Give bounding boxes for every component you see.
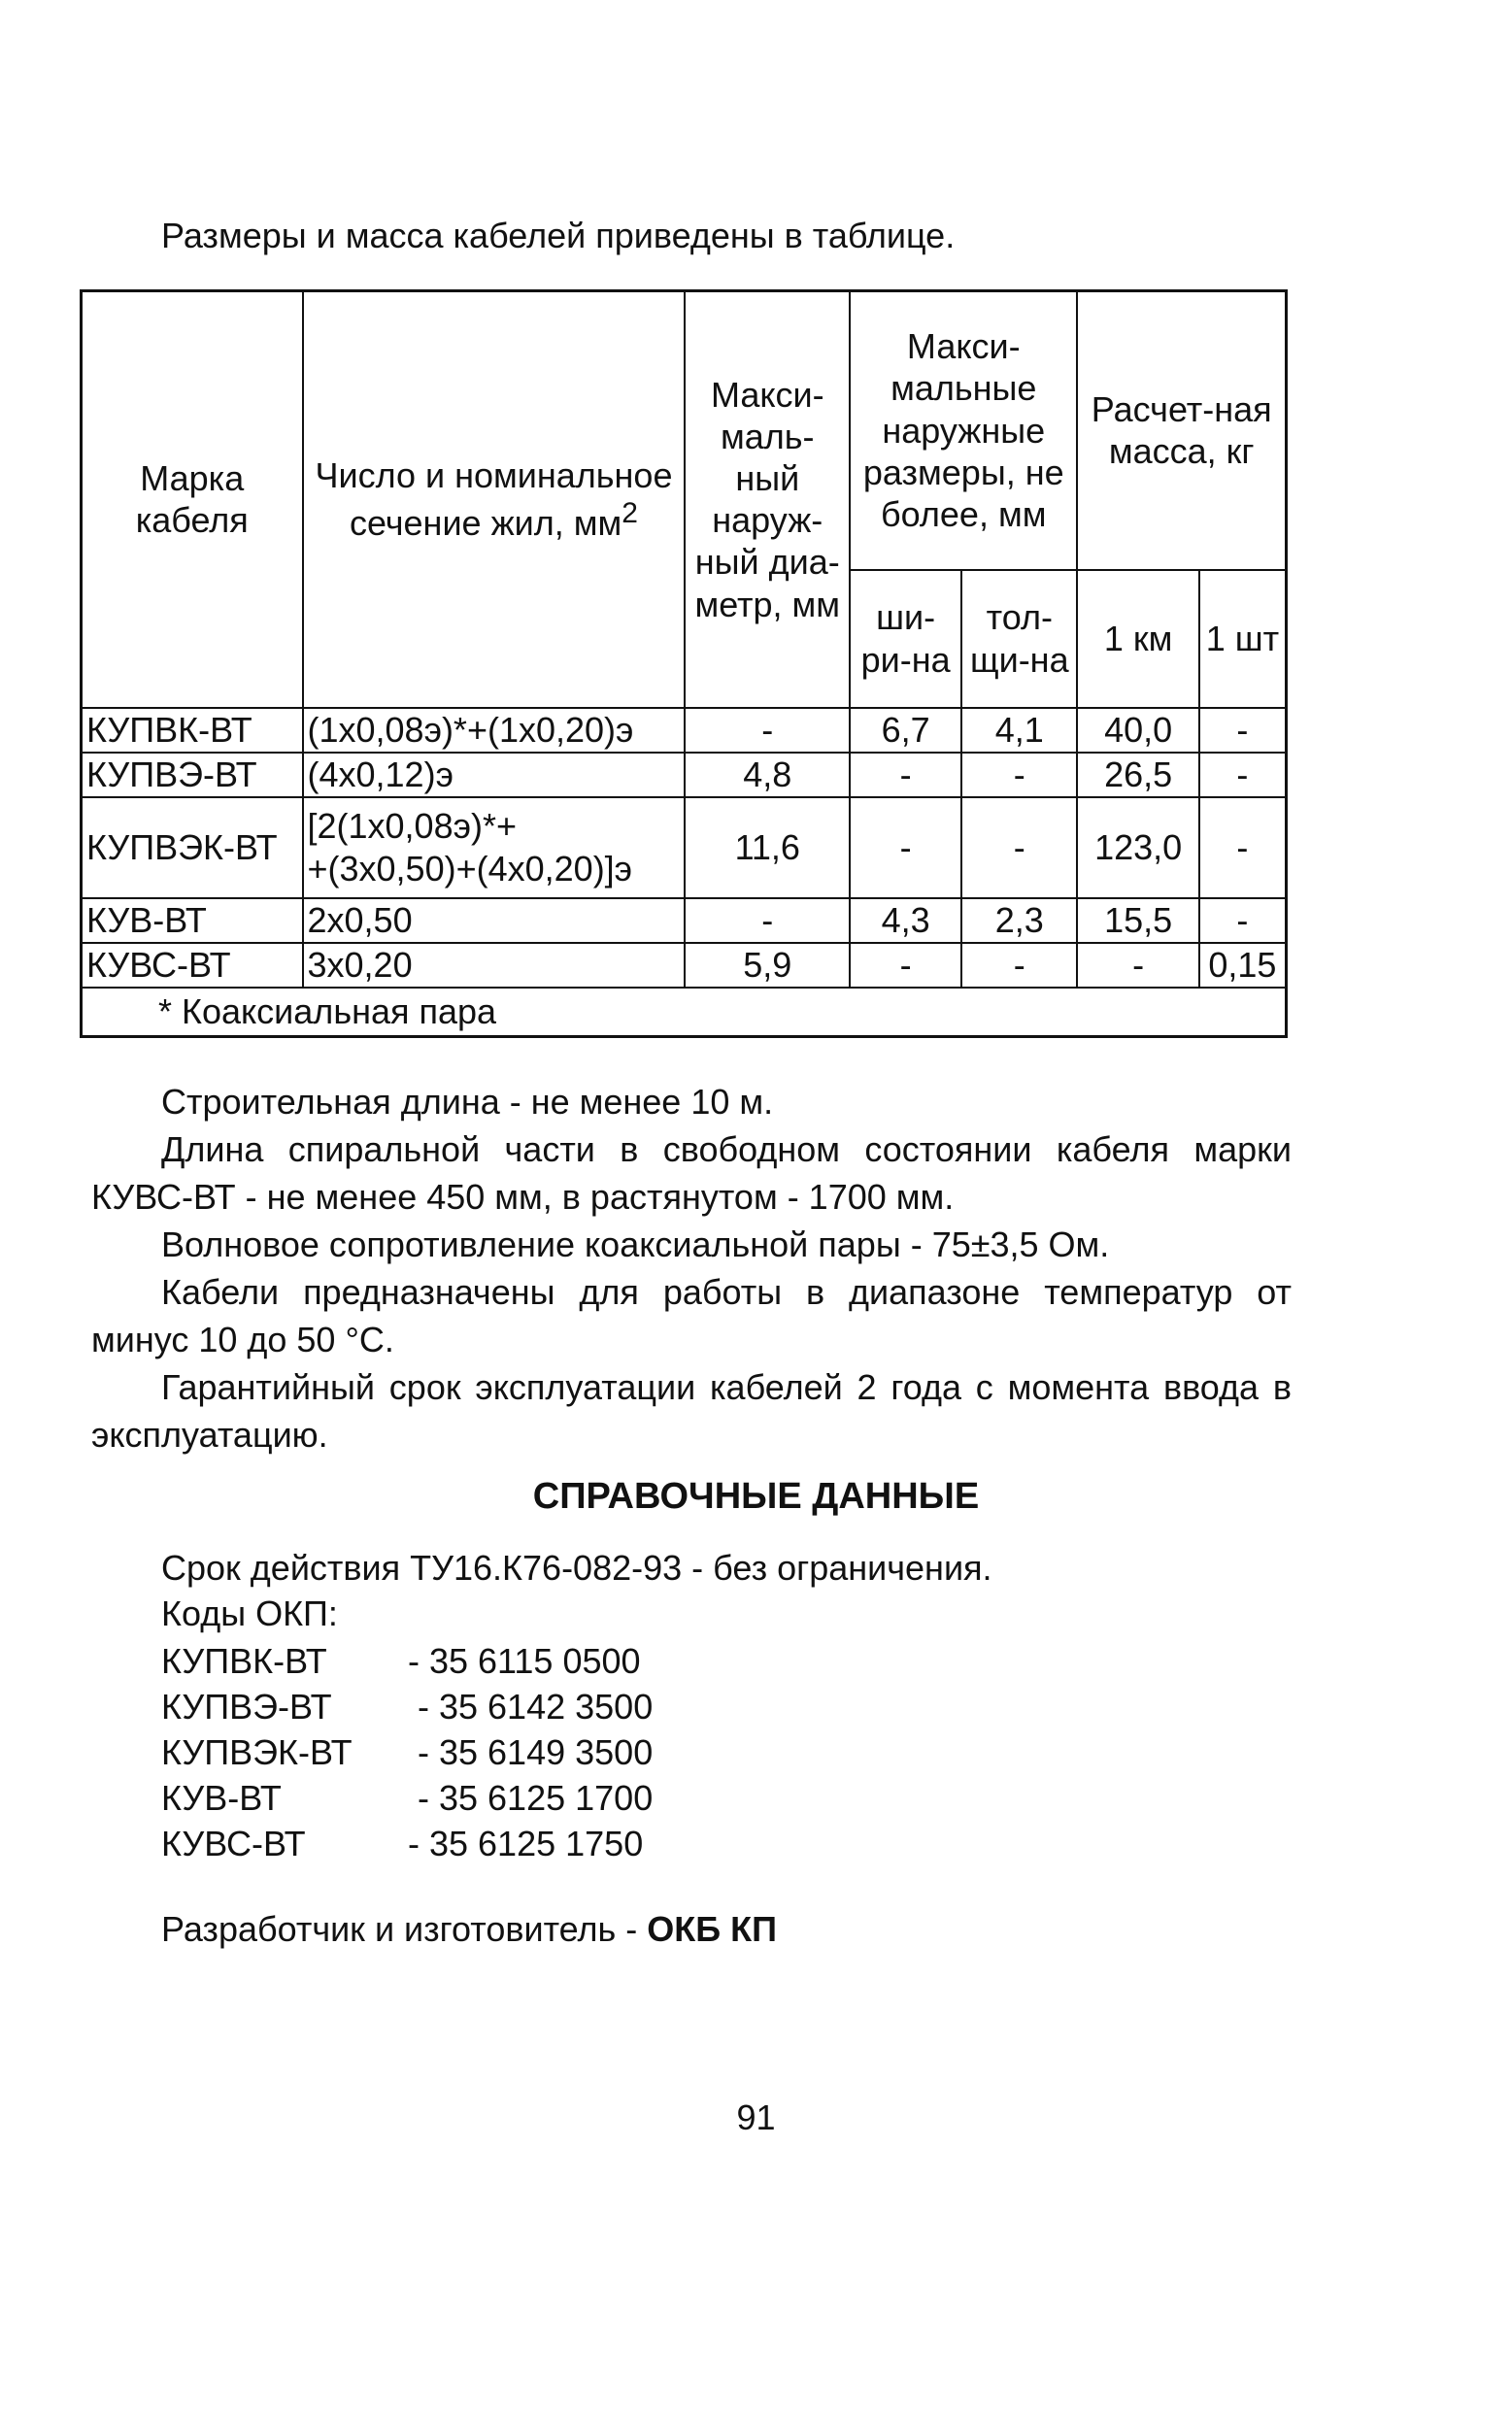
cell-mass-km: 26,5 — [1077, 753, 1198, 797]
paragraph-text: Волновое сопротивление коаксиальной пары - 75±3,5 Ом. — [161, 1224, 1110, 1264]
cell-brand: КУВС-ВТ — [82, 943, 303, 988]
cell-cores: (4х0,12)э — [303, 753, 686, 797]
cell-mass-km: 40,0 — [1077, 708, 1198, 753]
cell-brand: КУПВК-ВТ — [82, 708, 303, 753]
cell-mass-pc: 0,15 — [1199, 943, 1287, 988]
table-row — [82, 797, 1287, 898]
intro-text: Размеры и масса кабелей приведены в таблице. — [161, 216, 956, 255]
cell-thickness: 4,1 — [961, 708, 1077, 753]
header-cores — [303, 291, 686, 708]
cell-thickness: - — [961, 797, 1077, 898]
okp-brand: КУПВЭК-ВТ — [161, 1732, 353, 1772]
table-row — [82, 898, 1287, 943]
okp-code: - 35 6142 3500 — [418, 1687, 654, 1727]
validity-text: Срок действия ТУ16.К76-082-93 - без ограничения. — [161, 1548, 992, 1588]
table-row — [82, 753, 1287, 797]
cell-mass-km: 15,5 — [1077, 898, 1198, 943]
cable-table — [80, 289, 1288, 1038]
table-footnote: * Коаксиальная пара — [82, 988, 1287, 1037]
table-row — [82, 943, 1287, 988]
okp-brand: КУВ-ВТ — [161, 1778, 282, 1818]
paragraph-impedance — [91, 1221, 1292, 1268]
okp-brand: КУВС-ВТ — [161, 1824, 306, 1863]
header-mass: Расчет-ная масса, кг — [1077, 291, 1286, 570]
paragraph-length — [91, 1078, 1292, 1125]
okp-code: - 35 6115 0500 — [408, 1641, 641, 1681]
cell-brand: КУВ-ВТ — [82, 898, 303, 943]
okp-code: - 35 6125 1700 — [418, 1778, 654, 1818]
maker-line — [161, 1909, 777, 1950]
section-title: СПРАВОЧНЫЕ ДАННЫЕ — [532, 1476, 980, 1517]
cell-diameter: 5,9 — [685, 943, 850, 988]
cell-diameter: 11,6 — [685, 797, 850, 898]
cell-mass-pc: - — [1199, 898, 1287, 943]
paragraph-text: Гарантийный срок эксплуатации кабелей 2 года с момента ввода в эксплуатацию. — [91, 1367, 1292, 1455]
cell-width: - — [850, 943, 961, 988]
cell-diameter: - — [685, 898, 850, 943]
header-cores-sup: 2 — [622, 497, 638, 530]
cell-width: - — [850, 797, 961, 898]
cell-cores: 3х0,20 — [303, 943, 686, 988]
paragraph-warranty — [91, 1363, 1292, 1459]
cell-cores — [303, 797, 686, 898]
header-cores-text: Число и номинальное сечение жил, мм — [315, 455, 673, 544]
cell-cores: 2х0,50 — [303, 898, 686, 943]
cell-width: 6,7 — [850, 708, 961, 753]
okp-brand: КУПВЭ-ВТ — [161, 1687, 332, 1727]
paragraph-text: Длина спиральной части в свободном состоянии кабеля марки КУВС-ВТ - не менее 450 мм, в растянутом - 1700 мм. — [91, 1129, 1292, 1217]
cell-diameter: 4,8 — [685, 753, 850, 797]
cell-thickness: - — [961, 943, 1077, 988]
cell-brand: КУПВЭ-ВТ — [82, 753, 303, 797]
header-width: ши-ри-на — [850, 570, 961, 708]
cell-cores-line2: +(3х0,50)+(4х0,20)]э — [307, 848, 633, 889]
header-mass-km: 1 км — [1077, 570, 1198, 708]
table-header-row — [82, 291, 1287, 570]
okp-label: Коды ОКП: — [161, 1593, 338, 1633]
paragraph-text: Кабели предназначены для работы в диапазоне температур от минус 10 до 50 °С. — [91, 1272, 1292, 1359]
header-brand: Марка кабеля — [82, 291, 303, 708]
cell-mass-pc: - — [1199, 708, 1287, 753]
table-footnote-row — [82, 988, 1287, 1037]
cell-cores: (1х0,08э)*+(1х0,20)э — [303, 708, 686, 753]
okp-brand: КУПВК-ВТ — [161, 1641, 327, 1681]
okp-code: - 35 6149 3500 — [418, 1732, 654, 1772]
header-thickness: тол-щи-на — [961, 570, 1077, 708]
header-dimensions: Макси-мальные наружные размеры, не более, мм — [850, 291, 1077, 570]
cell-thickness: - — [961, 753, 1077, 797]
cell-diameter: - — [685, 708, 850, 753]
header-mass-pc: 1 шт — [1199, 570, 1287, 708]
cell-cores-line1: [2(1х0,08э)*+ — [307, 806, 517, 847]
maker-label: Разработчик и изготовитель - — [161, 1909, 648, 1949]
paragraph-temperature — [91, 1268, 1292, 1363]
page-number: 91 — [736, 2097, 776, 2137]
cell-width: - — [850, 753, 961, 797]
table-row — [82, 708, 1287, 753]
maker-name: ОКБ КП — [647, 1909, 777, 1949]
cell-mass-km: 123,0 — [1077, 797, 1198, 898]
okp-code: - 35 6125 1750 — [408, 1824, 644, 1863]
cell-mass-pc: - — [1199, 753, 1287, 797]
cell-mass-km: - — [1077, 943, 1198, 988]
cell-brand: КУПВЭК-ВТ — [82, 797, 303, 898]
header-diameter: Макси-маль-ный наруж-ный диа-метр, мм — [685, 291, 850, 708]
cell-mass-pc: - — [1199, 797, 1287, 898]
paragraph-spiral — [91, 1125, 1292, 1221]
paragraph-text: Строительная длина - не менее 10 м. — [161, 1082, 774, 1122]
cell-thickness: 2,3 — [961, 898, 1077, 943]
cell-width: 4,3 — [850, 898, 961, 943]
